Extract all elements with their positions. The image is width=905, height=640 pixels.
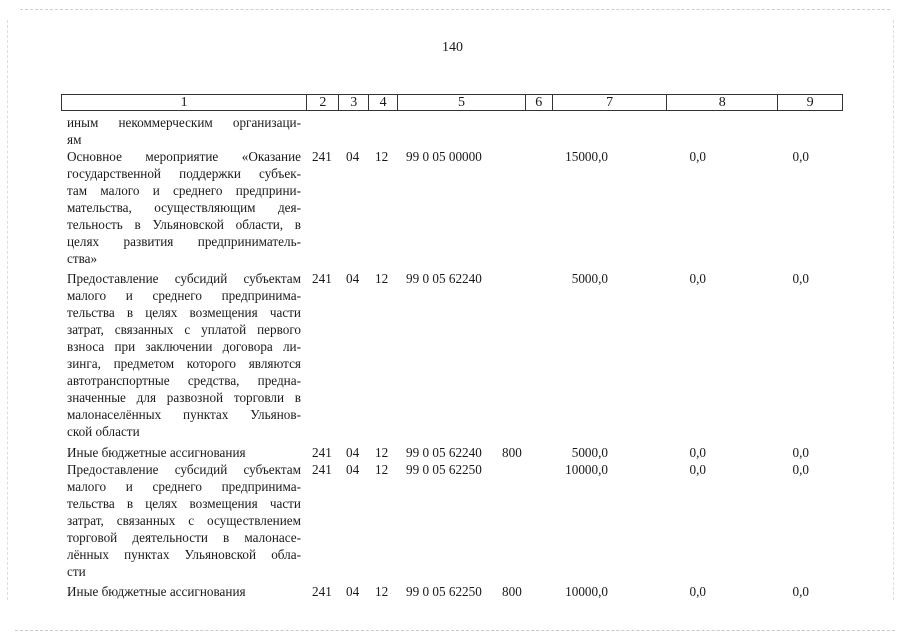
description-line: Предоставление субсидий субъектам — [67, 462, 301, 477]
row-description — [67, 114, 301, 148]
description-line: торговой деятельности в малонасе- — [67, 530, 301, 545]
description-line: малого и среднего предпринима- — [67, 288, 301, 303]
row-description — [67, 461, 301, 580]
cell-col-7: 10000,0 — [565, 584, 608, 599]
column-header-2: 2 — [307, 95, 339, 110]
cell-col-2: 241 — [312, 462, 332, 477]
row-description — [67, 270, 301, 440]
description-line: Иные бюджетные ассигнования — [67, 584, 246, 599]
description-line: зинга, предметом которого являются — [67, 356, 301, 371]
description-line: Предоставление субсидий субъектам — [67, 271, 301, 286]
description-line: автотранспортные средства, предна- — [67, 373, 301, 388]
cell-col-6: 800 — [502, 584, 522, 599]
cell-col-8: 0,0 — [689, 271, 706, 286]
cell-col-3: 04 — [346, 271, 360, 286]
cell-col-5: 99 0 05 62250 — [406, 584, 482, 599]
cell-col-2: 241 — [312, 445, 332, 460]
cell-col-3: 04 — [346, 149, 360, 164]
scan-edge-left — [7, 20, 8, 600]
cell-col-4: 12 — [375, 271, 389, 286]
column-header-1: 1 — [62, 95, 307, 110]
column-header-9: 9 — [806, 95, 814, 110]
row-description — [67, 444, 301, 461]
cell-col-4: 12 — [375, 149, 389, 164]
description-line: сти — [67, 564, 86, 579]
column-header-8: 8 — [667, 95, 778, 110]
cell-col-3: 04 — [346, 445, 360, 460]
cell-col-4: 12 — [375, 445, 389, 460]
column-header-row — [61, 94, 843, 111]
cell-col-9: 0,0 — [792, 584, 809, 599]
column-header-4: 4 — [369, 95, 398, 110]
description-line: малонаселённых пунктах Ульянов- — [67, 407, 301, 422]
cell-col-5: 99 0 05 62240 — [406, 445, 482, 460]
cell-col-5: 99 0 05 62250 — [406, 462, 482, 477]
cell-col-5: 99 0 05 00000 — [406, 149, 482, 164]
cell-col-9: 0,0 — [792, 462, 809, 477]
cell-col-7: 10000,0 — [565, 462, 608, 477]
description-line: взноса при заключении договора ли- — [67, 339, 301, 354]
description-line: ям — [67, 132, 82, 147]
cell-col-9: 0,0 — [792, 271, 809, 286]
cell-col-8: 0,0 — [689, 584, 706, 599]
description-line: тельства в целях возмещения части — [67, 305, 301, 320]
column-header-3: 3 — [339, 95, 369, 110]
cell-col-9: 0,0 — [792, 149, 809, 164]
cell-col-8: 0,0 — [689, 445, 706, 460]
cell-col-4: 12 — [375, 462, 389, 477]
description-line: иным некоммерческим организаци- — [67, 115, 301, 130]
description-line: тельства в целях возмещения части — [67, 496, 301, 511]
description-line: значенные для развозной торговли в — [67, 390, 301, 405]
description-line: затрат, связанных с осуществлением — [67, 513, 301, 528]
description-line: Основное мероприятие «Оказание — [67, 149, 301, 164]
cell-col-3: 04 — [346, 462, 360, 477]
cell-col-5: 99 0 05 62240 — [406, 271, 482, 286]
description-line: ства» — [67, 251, 98, 266]
cell-col-8: 0,0 — [689, 149, 706, 164]
description-line: государственной поддержки субъек- — [67, 166, 301, 181]
description-line: мательства, осуществляющим дея- — [67, 200, 301, 215]
column-header-5: 5 — [398, 95, 526, 110]
scan-edge-top — [20, 9, 890, 10]
description-line: тельность в Ульяновской области, в — [67, 217, 301, 232]
cell-col-2: 241 — [312, 271, 332, 286]
description-line: затрат, связанных с уплатой первого — [67, 322, 301, 337]
cell-col-3: 04 — [346, 584, 360, 599]
description-line: целях развития предприниматель- — [67, 234, 301, 249]
description-line: малого и среднего предпринима- — [67, 479, 301, 494]
description-line: ской области — [67, 424, 140, 439]
cell-col-2: 241 — [312, 149, 332, 164]
row-description — [67, 148, 301, 267]
column-header-7: 7 — [553, 95, 668, 110]
column-header-6: 6 — [526, 95, 553, 110]
cell-col-7: 15000,0 — [565, 149, 608, 164]
cell-col-6: 800 — [502, 445, 522, 460]
row-description — [67, 583, 301, 600]
description-line: Иные бюджетные ассигнования — [67, 445, 246, 460]
description-line: там малого и среднего предприни- — [67, 183, 301, 198]
cell-col-2: 241 — [312, 584, 332, 599]
cell-col-4: 12 — [375, 584, 389, 599]
scan-edge-right — [893, 20, 894, 600]
description-line: лённых пунктах Ульяновской обла- — [67, 547, 301, 562]
cell-col-7: 5000,0 — [571, 271, 608, 286]
page-number: 140 — [442, 40, 463, 55]
cell-col-7: 5000,0 — [571, 445, 608, 460]
cell-col-9: 0,0 — [792, 445, 809, 460]
cell-col-8: 0,0 — [689, 462, 706, 477]
scan-edge-bottom — [15, 630, 895, 631]
